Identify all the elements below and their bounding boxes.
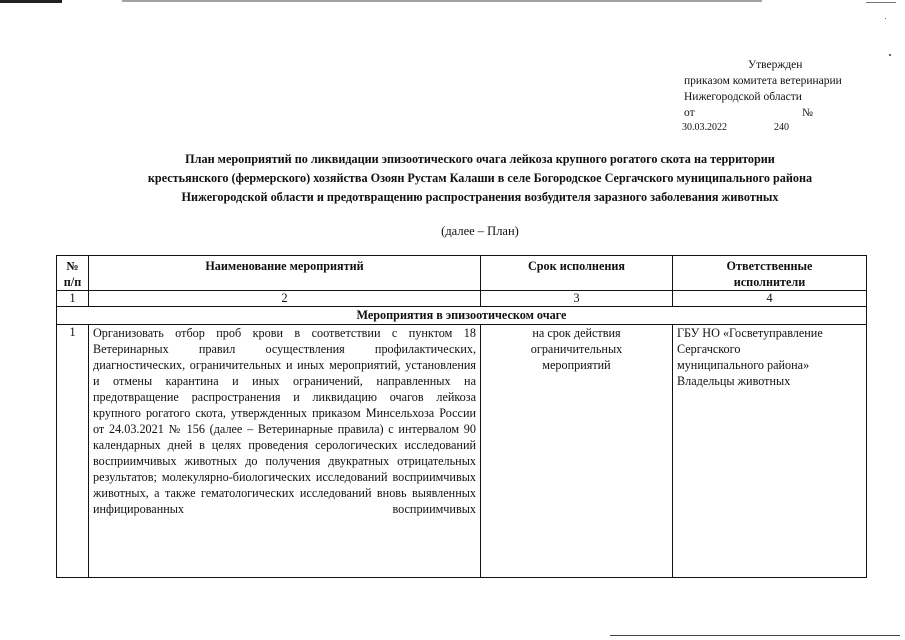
title-line: План мероприятий по ликвидации эпизоотического очага лейкоза крупного рогатого скота на территории xyxy=(185,152,775,166)
approval-order-line: приказом комитета ветеринарии xyxy=(684,75,842,87)
approval-region-line: Нижегородской области xyxy=(684,91,802,103)
scan-edge-mark xyxy=(610,635,900,636)
column-number: 1 xyxy=(57,291,89,307)
scan-speck xyxy=(885,18,886,19)
approval-no-label: № xyxy=(802,107,813,119)
row-term: на срок действия ограничительных мероприятий xyxy=(481,325,673,578)
row-activity-text: Организовать отбор проб крови в соответствии с пунктом 18 Ветеринарных правил осуществления профилактических, диагностических, ограничительных и иных мероприятий, установления и отмены карантина и иных ограничений, направленных на предотвращение распространения и ликвидацию очагов лейкоза крупного рогатого скота, утвержденных приказом Минсельхоза России от 24.03.2021 № 156 (далее – Ветеринарные правила) с интервалом 90 календарных дней в целях проведения серологических исследований восприимчивых животных до получения двукратных отрицательных результатов; молекулярно-биологических исследований восприимчивых животных, а также гематологических исследований вновь выявленных инфицированных восприимчивых xyxy=(89,325,481,578)
column-number-row xyxy=(57,291,867,307)
row-responsible: ГБУ НО «Госветуправление Сергачского муниципального района» Владельцы животных xyxy=(673,325,867,578)
section-row xyxy=(57,307,867,325)
approval-heading: Утвержден xyxy=(748,59,803,71)
scan-edge-mark xyxy=(122,0,762,2)
approval-date: 30.03.2022 xyxy=(682,122,727,133)
approval-block xyxy=(684,57,842,121)
approval-date-number-labels xyxy=(684,105,824,121)
document-subtitle: (далее – План) xyxy=(441,224,519,238)
header-term: Срок исполнения xyxy=(481,256,673,291)
header-number: № п/п xyxy=(57,256,89,291)
title-line: Нижегородской области и предотвращению распространения возбудителя заразного заболевания животных xyxy=(181,190,779,204)
table-header-row xyxy=(57,256,867,291)
header-responsible: Ответственные исполнители xyxy=(673,256,867,291)
column-number: 2 xyxy=(89,291,481,307)
header-activity: Наименование мероприятий xyxy=(89,256,481,291)
row-number: 1 xyxy=(57,325,89,578)
table-row xyxy=(57,325,867,578)
plan-table xyxy=(56,255,867,578)
scan-edge-mark xyxy=(866,2,896,3)
approval-ot-label: от xyxy=(684,107,695,119)
column-number: 3 xyxy=(481,291,673,307)
approval-number: 240 xyxy=(774,122,789,133)
document-title xyxy=(40,150,905,207)
title-line: крестьянского (фермерского) хозяйства Озоян Рустам Калаши в селе Богородское Сергачского муниципального района xyxy=(147,171,813,185)
section-title: Мероприятия в эпизоотическом очаге xyxy=(57,307,867,325)
column-number: 4 xyxy=(673,291,867,307)
scan-speck xyxy=(889,54,891,56)
approval-date-stamp xyxy=(682,122,789,133)
scan-edge-mark xyxy=(0,0,62,3)
